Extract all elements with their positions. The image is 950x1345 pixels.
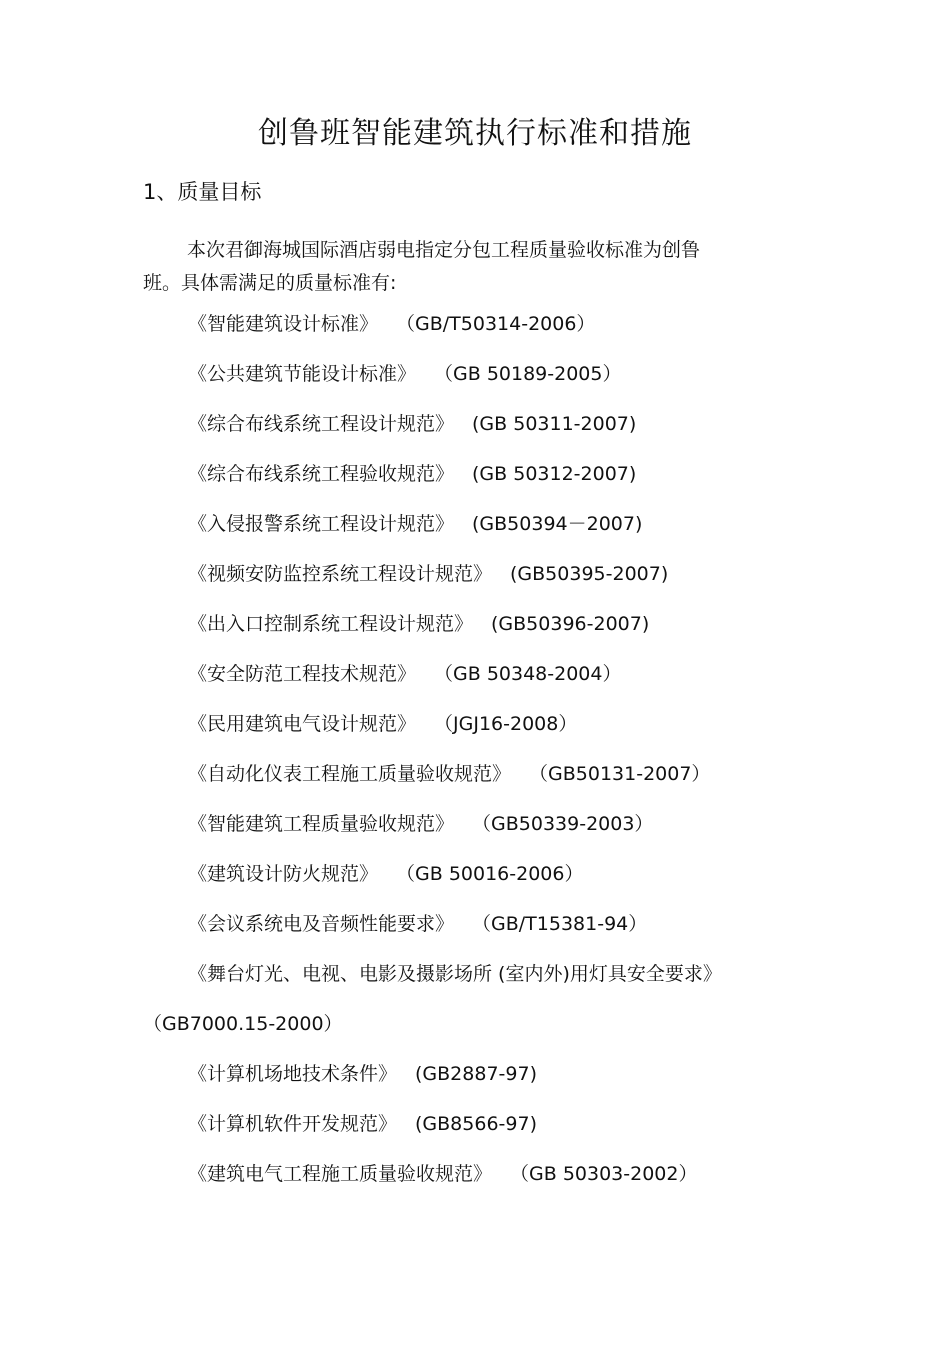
standard-item xyxy=(188,1107,888,1157)
section-heading: 1、质量目标 xyxy=(143,180,262,204)
standard-name: 《出入口控制系统工程设计规范》 xyxy=(188,613,474,635)
standard-code: (GB50394－2007) xyxy=(472,513,643,535)
intro-line-1: 本次君御海城国际酒店弱电指定分包工程质量验收标准为创鲁 xyxy=(187,239,701,261)
standard-item xyxy=(188,807,888,857)
standard-item xyxy=(188,457,888,507)
standard-name: 《公共建筑节能设计标准》 xyxy=(188,363,417,385)
standard-item xyxy=(188,907,888,957)
standard-item xyxy=(143,957,888,1057)
standard-code: (GB50396-2007) xyxy=(491,613,650,635)
standard-code: （GB 50016-2006） xyxy=(396,863,584,885)
standard-item xyxy=(188,507,888,557)
standard-code: (GB50395-2007) xyxy=(510,563,669,585)
standard-code: （JGJ16-2008） xyxy=(434,713,578,735)
standard-name: 《安全防范工程技术规范》 xyxy=(188,663,417,685)
standard-code: （GB/T15381-94） xyxy=(472,913,648,935)
document-title: 创鲁班智能建筑执行标准和措施 xyxy=(258,116,692,151)
standard-code: (GB2887-97) xyxy=(415,1063,537,1085)
standard-name: 《会议系统电及音频性能要求》 xyxy=(188,913,455,935)
standard-name: 《综合布线系统工程验收规范》 xyxy=(188,463,455,485)
standard-item xyxy=(188,1057,888,1107)
standard-code: （GB50131-2007） xyxy=(529,763,711,785)
standard-item xyxy=(188,407,888,457)
standard-item xyxy=(188,707,888,757)
standard-code: (GB8566-97) xyxy=(415,1113,537,1135)
standard-name: 《舞台灯光、电视、电影及摄影场所 (室内外)用灯具安全要求》 xyxy=(188,963,722,985)
standard-name: 《计算机软件开发规范》 xyxy=(188,1113,398,1135)
standard-name: 《综合布线系统工程设计规范》 xyxy=(188,413,455,435)
intro-paragraph xyxy=(143,234,783,300)
standard-code: （GB 50189-2005） xyxy=(434,363,622,385)
standard-item xyxy=(188,857,888,907)
standard-item xyxy=(188,1157,888,1207)
standard-code: （GB50339-2003） xyxy=(472,813,654,835)
standard-code: （GB 50348-2004） xyxy=(434,663,622,685)
standard-item xyxy=(188,357,888,407)
standard-item xyxy=(188,757,888,807)
standard-name: 《入侵报警系统工程设计规范》 xyxy=(188,513,455,535)
standard-name: 《建筑设计防火规范》 xyxy=(188,863,379,885)
intro-line-2: 班。具体需满足的质量标准有: xyxy=(143,272,397,294)
standard-name: 《视频安防监控系统工程设计规范》 xyxy=(188,563,493,585)
standard-item xyxy=(188,657,888,707)
standards-list xyxy=(143,307,888,1207)
standard-name: 《民用建筑电气设计规范》 xyxy=(188,713,417,735)
standard-item xyxy=(188,557,888,607)
standard-code: (GB 50312-2007) xyxy=(472,463,637,485)
standard-item xyxy=(188,307,888,357)
standard-code: （GB 50303-2002） xyxy=(510,1163,698,1185)
standard-code: （GB/T50314-2006） xyxy=(396,313,596,335)
standard-code: (GB 50311-2007) xyxy=(472,413,637,435)
standard-name: 《自动化仪表工程施工质量验收规范》 xyxy=(188,763,512,785)
standard-code: （GB7000.15-2000） xyxy=(143,1013,343,1035)
standard-name: 《智能建筑工程质量验收规范》 xyxy=(188,813,455,835)
standard-name: 《智能建筑设计标准》 xyxy=(188,313,379,335)
standard-name: 《建筑电气工程施工质量验收规范》 xyxy=(188,1163,493,1185)
standard-name: 《计算机场地技术条件》 xyxy=(188,1063,398,1085)
standard-item xyxy=(188,607,888,657)
